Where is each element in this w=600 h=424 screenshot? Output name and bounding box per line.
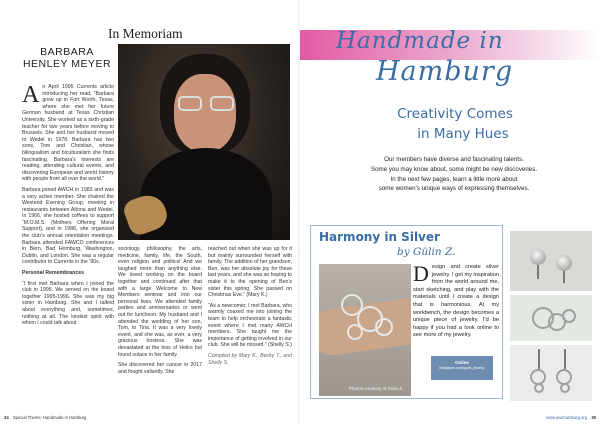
article-column-3 [208,246,292,370]
feature-byline: by Gülin Z. [397,246,456,258]
intro-line: In the next few pages, learn a little more about [390,175,518,183]
heading-line: in Many Hues [417,126,509,142]
section-title: In Memoriam [108,26,183,41]
paragraph: “As a newcomer, I met Barbara, who warmly coaxed me into joining the team to help orchestrate a fantastic event where I met many AWCH members. She taught me the importance of getting involved in our club. She will be missed.” (Shelly S.) [208,302,292,349]
photo-credit: Photos courtesy of Gülin Z. [349,386,404,391]
drop-cap: D [413,261,429,286]
heading-line: Creativity Comes [397,106,513,122]
website-url[interactable]: www.awchamburg.org [545,415,588,420]
paragraph: reached out when she was up for it but mainly surrounded herself with family. The addition of her grandson, Ben, was her absolute joy for these last years, and she was so hoping to make it to the opening of Ben’s sister this spring. She passed on Christmas Eve.” (Mary K.) [208,246,292,299]
subheading: Personal Remembrances [22,270,84,277]
earrings-photo [510,231,592,291]
paragraph: n April 1995 Currents article introducing her read, “Barbara grew up in Fort Worth, Texas, where she met her future German husband at Texas Christian University. She worked as a sixth-grade teacher for two years before moving to Brussels. She and her husband moved to Wedel in 1978. Barbara has two sons, Tom and Christian, whose bilingualism and biculturalism she finds fascinating. Barbara’s interests are reading, attending cultural events, and discovering European and world history with people from all over the world.” [22,84,114,183]
feature-article [310,225,592,401]
paragraph: sociology, philosophy, the arts, medicine, family, life, the South, even religion and politics! And we laughed more than anything else. We loved working on the board together and continued after that with a large Welcome to New Members seminar and into our personal lives. We attended family parties and anniversaries or went out for luncheon. My husband and I attended the wedding of her son, Tom, to Tina. It was a very lovely event, and she was, as ever, a very gracious hostess. She was devastated at the loss of Heiko but found solace in her family. [118,246,202,358]
footer-text: Special Theme: Handmade in Hamburg [12,415,87,420]
pendant-earrings-photo [510,345,592,401]
paragraph: Barbara joined AWCH in 1983 and was a very active member. She chaired the Westend Evening Group, meeting in restaurants between Altona and Wedel. In 1966, she hosted coffees to support “M.O.M.S. (Mothers Offering Moral Support), and in 1988, she organized the club’s annual orientation meetings. Barbara attended FAWCO conferences in Bern, Bad Homburg, Washington, Dublin, and London. She was a regular contributor to Currents in the ’90s. [22,186,114,266]
intro-line: Some you may know about, some might be new discoveries. [370,165,538,173]
feature-paragraph: esign and create silver jewelry. I get my inspiration from the world around me, start sketching, and play with the materials until I create a design that is harmonious. At my workbench, the design becomes a unique piece of jewelry. I’d be happy if you had a look online to see more of my jewelry. [413,264,499,339]
ring-photo [510,295,592,341]
intro-line: Our members have diverse and fascinating talents. [384,156,524,163]
page-number: 34 [4,415,9,420]
page-footer [4,415,86,420]
section-heading [340,104,570,144]
feature-frame [310,225,503,399]
contact-label: Online [454,360,469,365]
article-column-1 [22,84,114,331]
drop-cap: A [22,82,40,108]
intro-text [320,155,588,194]
article-column-2 [118,246,202,379]
contact-value: instagram.com/gulin_jewelry [439,366,485,370]
intro-line: some women’s unique ways of expressing themselves. [378,185,530,193]
portrait-photo [118,44,290,240]
feature-body [413,261,499,340]
page-number: 35 [591,415,596,420]
compiled-credit: Compiled by Mary K., Becky T., and Shelly S. [208,352,292,366]
paragraph: She discovered her cancer in 2017 and fought valiantly. She [118,362,202,375]
page-footer [546,415,596,420]
glasses-shape [178,96,234,112]
online-contact-box [431,356,493,380]
theme-banner [300,24,600,94]
banner-title-line1: Handmade in [336,28,504,54]
banner-title-line2: Hamburg [376,56,514,87]
feature-heading: Harmony in Silver [319,230,440,244]
right-page [300,0,600,424]
paragraph: “I first met Barbara when I joined the club in 1995. We served on the board together 1995-1996. She was my big sister in Hamburg. She and I talked about everything and, sometimes, nothing at all. The kindest spirit with whom I could talk about [22,280,114,327]
bracelet-photo [319,264,411,396]
person-name: BARBARA HENLEY MEYER [22,46,112,70]
